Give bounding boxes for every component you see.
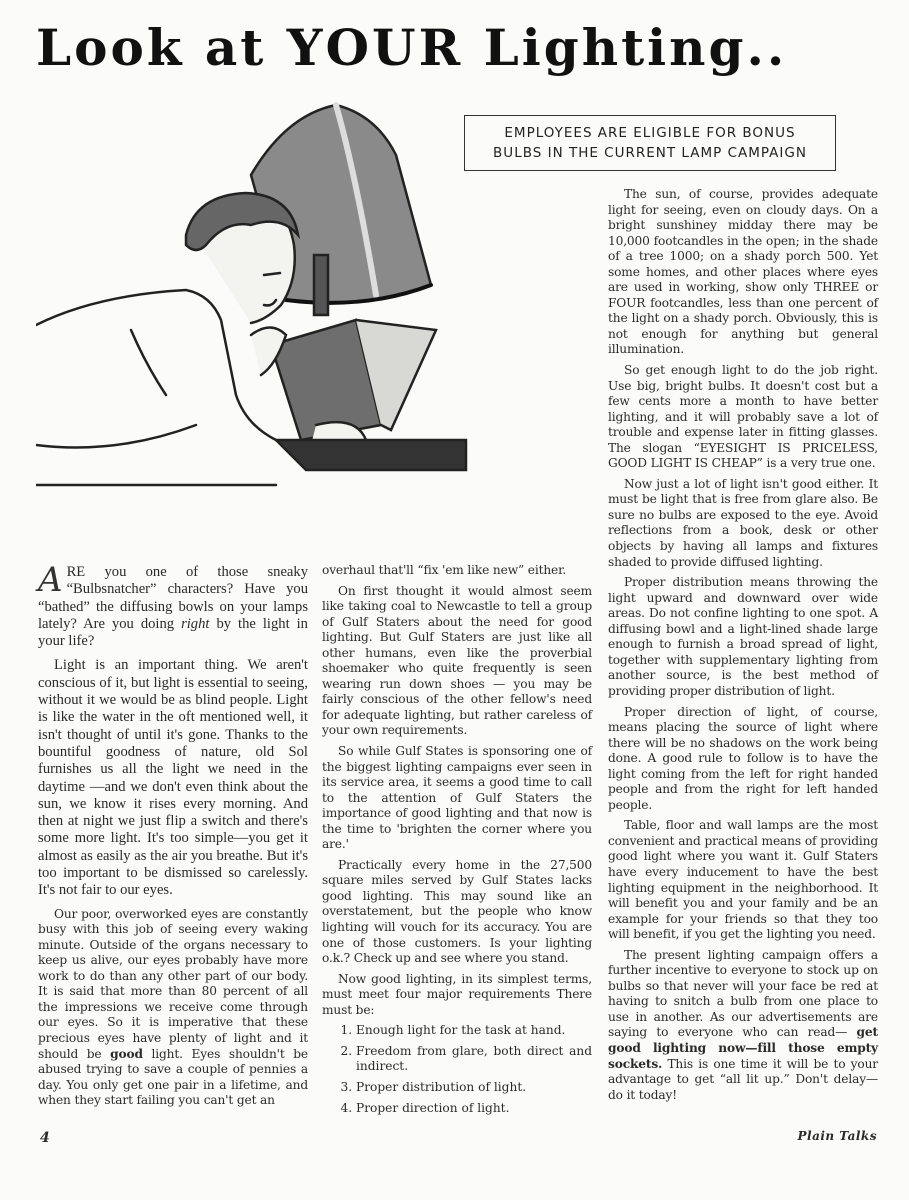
page-number: 4 — [40, 1130, 50, 1146]
page-title: Look at YOUR Lighting.. — [36, 18, 788, 77]
paragraph: So while Gulf States is sponsoring one of the biggest lighting campaigns ever seen in its service area, it seems a good time to call to the attention of Gulf Staters the importance of good lighting and that now is the time to 'brighten the corner where you are.' — [322, 744, 592, 852]
drop-cap: A — [38, 560, 63, 600]
callout-line-1: EMPLOYEES ARE ELIGIBLE FOR BONUS — [504, 125, 796, 141]
text-span: The present lighting campaign offers a further incentive to everyone to stock up on bulbs so that never will your face be red at having to snitch a bulb from one place to use in another. As our advertisements are saying to everyone who can read— — [608, 947, 878, 1040]
paragraph — [38, 907, 308, 1109]
bold-span: get good lighting now—fill those empty sockets. — [608, 1025, 878, 1071]
list-item: 4. Proper direction of light. — [356, 1101, 592, 1117]
paragraph: Proper direction of light, of course, means placing the source of light where there will be no shadows on the work being done. A good rule to follow is to have the light coming from the left for right handed people and from the right for left handed people. — [608, 704, 878, 812]
paragraph: Now good lighting, in its simplest terms, must meet four major requirements There must be: — [322, 971, 592, 1017]
paragraph: Now just a lot of light isn't good either. It must be light that is free from glare also. Be sure no bulbs are exposed to the eye. Avoid reflections from a book, desk or other objects by having all lamps and fixtures shaded to provide diffused lighting. — [608, 476, 878, 569]
paragraph: Proper distribution means throwing the light upward and downward over wide areas. Do not confine lighting to one spot. A diffusing bowl and a light-lined shade large enough to furnish a broad spread of light, together with supplementary lighting from another source, is the best method of providing proper distribution of light. — [608, 575, 878, 698]
text-span: RE you one of those sneaky “Bulbsnatcher” characters? Have you “bathed” the diffusing bowls on your lamps lately? Are you doing — [38, 564, 308, 632]
italic-span: right — [181, 615, 210, 632]
text-span: by the light in your life? — [38, 615, 308, 650]
paragraph: So get enough light to do the job right. Use big, bright bulbs. It doesn't cost but a few cents more a month to have better lighting, and it will probably save a lot of trouble and expense later in fitting glasses. The slogan “EYESIGHT IS PRICELESS, GOOD LIGHT IS CHEAP” is a very true one. — [608, 363, 878, 471]
paragraph — [608, 948, 878, 1103]
list-item: 2. Freedom from glare, both direct and indirect. — [356, 1044, 592, 1075]
publication-name: Plain Talks — [797, 1129, 877, 1143]
text-span: Our poor, overworked eyes are constantly busy with this job of seeing every waking minute. Outside of the organs necessary to keep us alive, our eyes probably have more work to do than any other part of our body. It is said that more than 80 percent of all the impressions we receive come through our eyes. So it is imperative that these precious eyes have plenty of light and it should be — [38, 906, 308, 1061]
list-item: 1. Enough light for the task at hand. — [356, 1023, 592, 1039]
paragraph: On first thought it would almost seem like taking coal to Newcastle to tell a group of Gulf Staters about the need for good lighting. But Gulf Staters are just like all other humans, even like the proverbial shoemaker who quite frequently is seen wearing run down shoes — you may be fairly conscious of the other fellow's need for adequate lighting, but rather careless of your own requirements. — [322, 583, 592, 738]
paragraph: Table, floor and wall lamps are the most convenient and practical means of providing good light where you want it. Gulf Staters have every inducement to have the best lighting equipment in the neighborhood. It will benefit you and your family and be an example for your friends so that they too will benefit, if you get the lighting you need. — [608, 818, 878, 942]
article-column-3 — [608, 187, 878, 1108]
text-span: light. Eyes shouldn't be abused trying to save a couple of pennies a day. You only get one pair in a lifetime, and when they start failing you can't get an — [38, 1046, 308, 1108]
article-column-2 — [322, 563, 592, 1121]
text-span: This is one time it will be to your advantage to get “all lit up.” Don't delay—do it today! — [608, 1056, 878, 1102]
paragraph: Light is an important thing. We aren't conscious of it, but light is essential to seeing, without it we would be as blind people. Light is like the water in the oft mentioned well, it isn't thought of until it's gone. Thanks to the bountiful goodness of nature, old Sol furnishes us all the light we need in the daytime —and we don't even think about the sun, we know it rises every morning. And then at night we just flip a switch and there's some more light. It's too simple—you get it almost as easily as the air you breathe. But it's too important to be dismissed so carelessly. It's not fair to our eyes. — [38, 657, 308, 899]
list-item: 3. Proper distribution of light. — [356, 1080, 592, 1096]
bold-span: good — [110, 1046, 143, 1061]
callout-line-2: BULBS IN THE CURRENT LAMP CAMPAIGN — [493, 145, 807, 161]
requirements-list — [322, 1023, 592, 1116]
paragraph: The sun, of course, provides adequate light for seeing, even on cloudy days. On a bright sunshiney midday there may be 10,000 footcandles in the open; in the shade of a tree 1000; on a shady porch 500. Yet some homes, and other places where eyes are used in working, show only THREE or FOUR footcandles, less than one percent of the light on a shady porch. Obviously, this is not enough for anything but general illumination. — [608, 187, 878, 357]
illustration-person-reading-under-lamp — [36, 95, 476, 505]
paragraph-intro — [38, 560, 308, 650]
article-column-1 — [38, 560, 308, 1114]
paragraph: Practically every home in the 27,500 square miles served by Gulf States lacks good lighting. This may sound like an overstatement, but the people who know lighting will vouch for its accuracy. You are one of those customers. Is your lighting o.k.? Check up and see where you stand. — [322, 857, 592, 966]
callout-box — [464, 115, 836, 171]
paragraph-continued: overhaul that'll “fix 'em like new” either. — [322, 563, 567, 577]
